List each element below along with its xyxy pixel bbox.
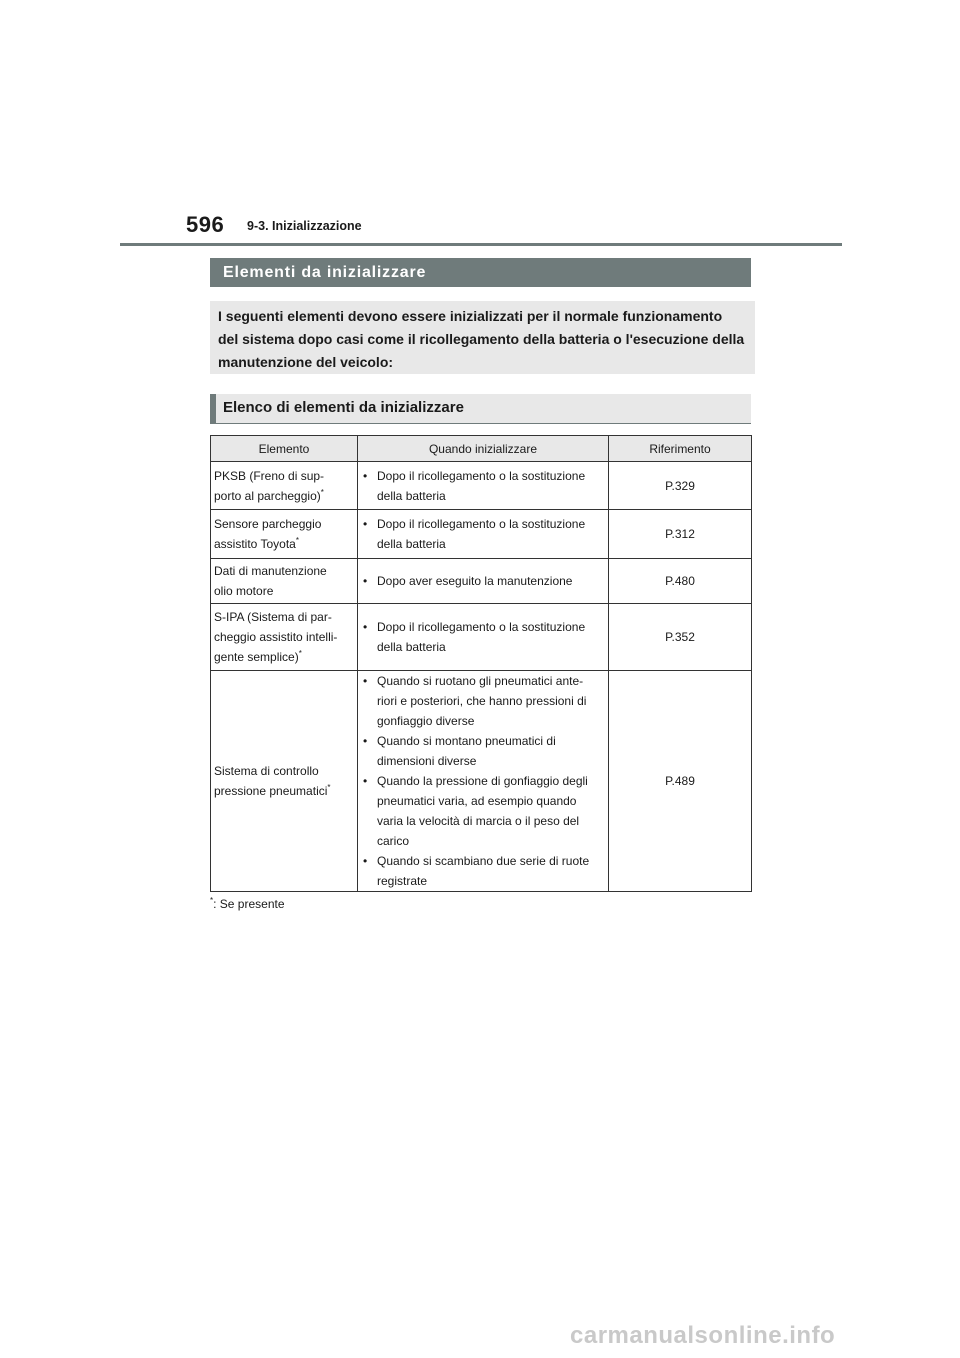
element-name: Sistema di controllo pressione pneumatici (214, 764, 328, 798)
footnote (210, 897, 285, 911)
footnote-mark: * (210, 896, 214, 905)
list-item: • Quando si scambiano due serie di ruote registrate (363, 851, 605, 891)
when-list (361, 514, 605, 554)
reference-cell: P.489 (609, 671, 752, 892)
reference-cell: P.352 (609, 604, 752, 671)
page-number: 596 (186, 212, 225, 237)
list-item: • Quando si montano pneumatici di dimensioni diverse (363, 731, 605, 771)
when-cell (358, 510, 609, 559)
sub-heading: Elenco di elementi da inizializzare (210, 394, 751, 423)
list-item: • Dopo il ricollegamento o la sostituzione della batteria (363, 466, 605, 506)
list-item: • Dopo aver eseguito la manutenzione (363, 571, 605, 591)
initialization-table (210, 435, 752, 892)
list-item: • Quando la pressione di gonfiaggio degli pneumatici varia, ad esempio quando varia la velocità di marcia o il peso del carico (363, 771, 605, 851)
table-body (211, 462, 752, 892)
footnote-text: : Se presente (213, 897, 285, 911)
table-row (211, 671, 752, 892)
when-cell (358, 559, 609, 604)
sub-heading-divider (210, 423, 751, 424)
reference-cell: P.312 (609, 510, 752, 559)
when-cell (358, 604, 609, 671)
when-list (361, 466, 605, 506)
column-header-when: Quando inizializzare (358, 436, 609, 462)
footnote-marker: * (320, 487, 324, 497)
table-header-row (211, 436, 752, 462)
footnote-marker: * (327, 783, 331, 792)
section-title: 9-3. Inizializzazione (247, 219, 362, 233)
footnote-marker: * (298, 649, 302, 658)
element-cell (211, 510, 358, 559)
when-list (361, 671, 605, 891)
element-name: Dati di manutenzione olio motore (214, 564, 327, 598)
element-cell (211, 462, 358, 510)
main-heading: Elementi da inizializzare (210, 258, 751, 287)
footnote-marker: * (295, 536, 299, 545)
list-item: • Quando si ruotano gli pneumatici ante- riori e posteriori, che hanno pressioni di gonfiaggio diverse (363, 671, 605, 731)
table-row (211, 604, 752, 671)
element-cell (211, 559, 358, 604)
element-cell (211, 671, 358, 892)
table-row (211, 510, 752, 559)
table-row (211, 462, 752, 510)
column-header-element: Elemento (211, 436, 358, 462)
reference-cell: P.329 (609, 462, 752, 510)
list-item: • Dopo il ricollegamento o la sostituzione della batteria (363, 514, 605, 554)
intro-text: I seguenti elementi devono essere inizializzati per il normale funzionamento del sistema dopo casi come il ricollegamento della batteria o l'esecuzione della manutenzione del veicolo: (210, 301, 755, 374)
watermark: carmanualsonline.info (570, 1322, 836, 1349)
element-name: Sensore parcheggio assistito Toyota (214, 517, 322, 551)
when-cell (358, 671, 609, 892)
column-header-reference: Riferimento (609, 436, 752, 462)
element-name: PKSB (Freno di sup- porto al parcheggio) (214, 468, 325, 503)
when-cell (358, 462, 609, 510)
list-item: • Dopo il ricollegamento o la sostituzione della batteria (363, 617, 605, 657)
reference-cell: P.480 (609, 559, 752, 604)
header-divider (120, 243, 842, 246)
table-row (211, 559, 752, 604)
element-cell (211, 604, 358, 671)
when-list (361, 571, 605, 591)
when-list (361, 617, 605, 657)
element-name: S-IPA (Sistema di par- cheggio assistito intelli- gente semplice) (214, 610, 338, 664)
